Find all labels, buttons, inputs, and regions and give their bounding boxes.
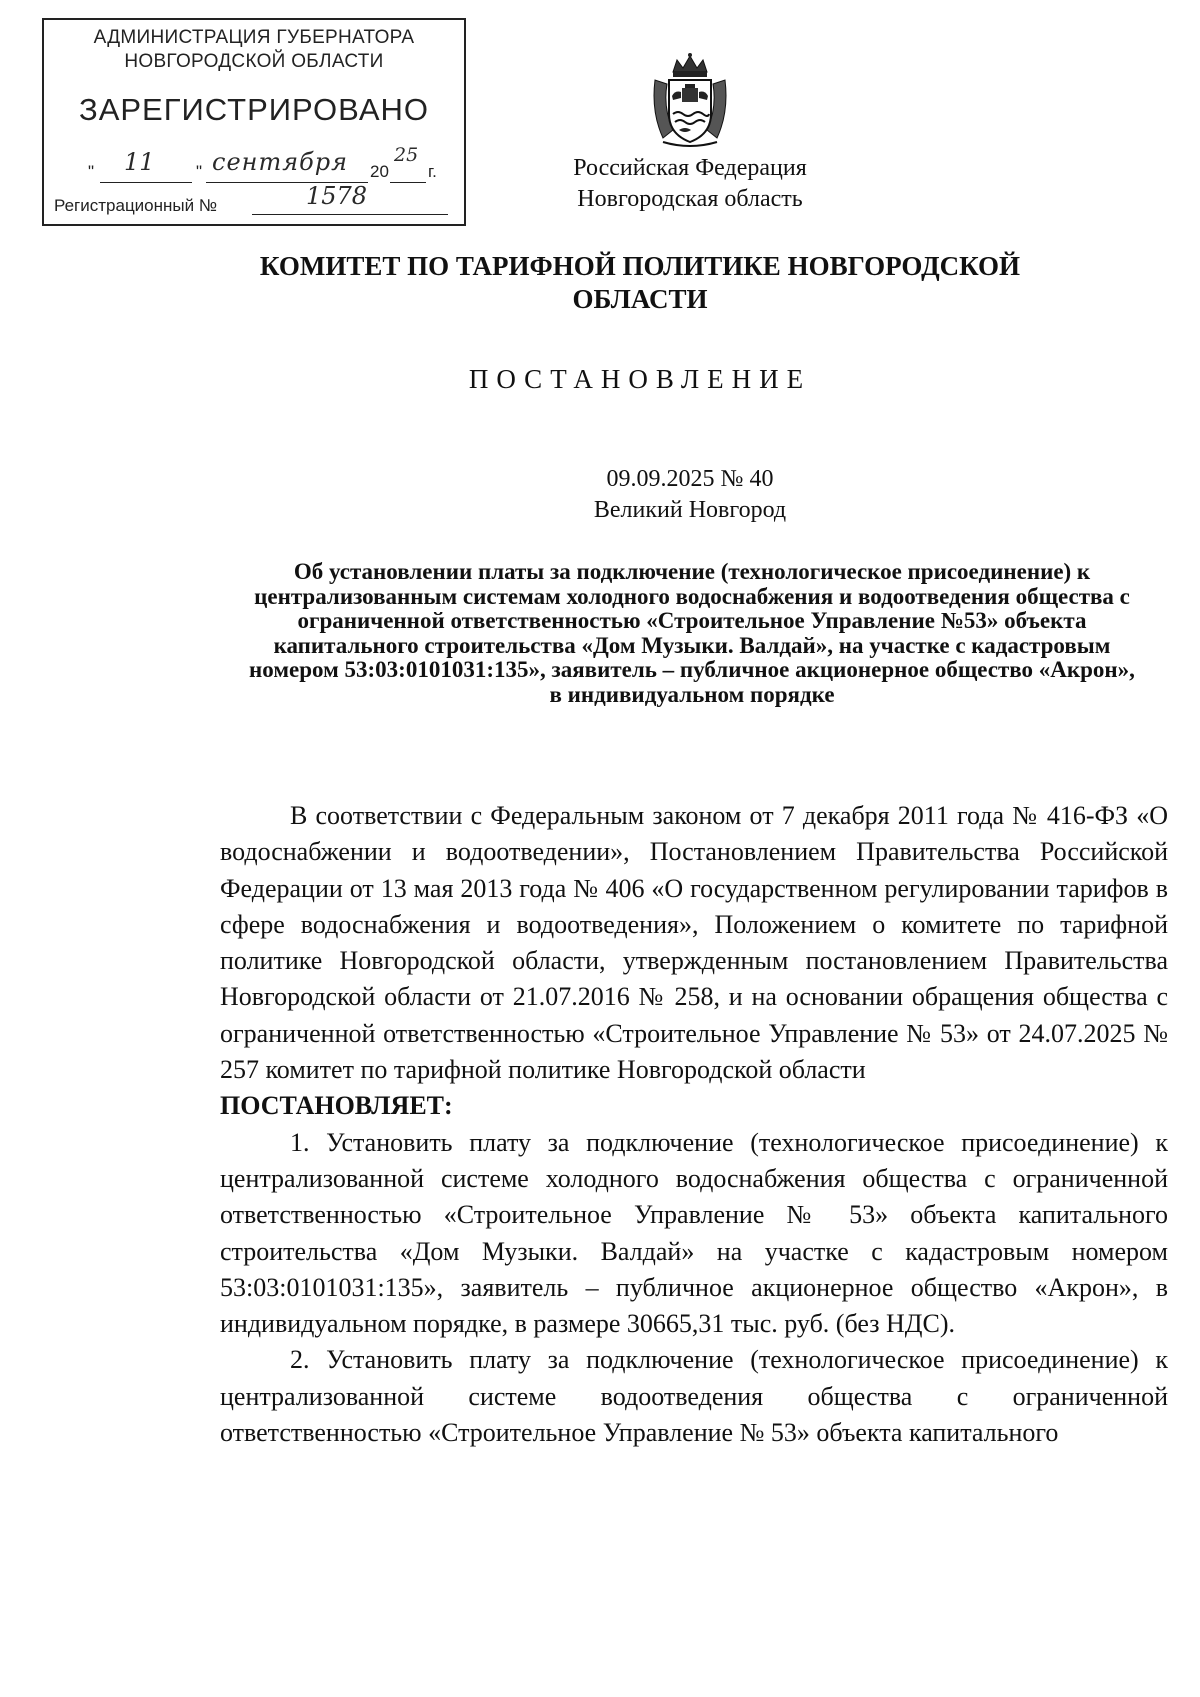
stamp-date-day: 11: [124, 148, 155, 176]
stamp-day-line: [100, 182, 192, 183]
stamp-year-suffix: 25: [394, 144, 419, 166]
preamble-paragraph: В соответствии с Федеральным законом от 7 декабря 2011 года № 416-ФЗ «О водоснабжении и водоотведении», Постановлением Правительства Российской Федерации от 13 мая 2013 года № 406 «О государственном регулировании тарифов в сфере водоснабжения и водоотведения», Положением о комитете по тарифной политике Новгородской области, утвержденным постановлением Правительства Новгородской области от 21.07.2016 № 258, и на основании обращения общества с ограниченной ответственностью «Строительное Управление № 53» от 24.07.2025 № 257 комитет по тарифной политике Новгородской области: [220, 801, 1168, 1085]
stamp-quote-close: ": [196, 162, 203, 181]
stamp-org-line2: НОВГОРОДСКОЙ ОБЛАСТИ: [124, 51, 384, 72]
stamp-regnum-label: Регистрационный №: [54, 196, 218, 215]
committee-title: КОМИТЕТ ПО ТАРИФНОЙ ПОЛИТИКЕ НОВГОРОДСКОЙ ОБЛАСТИ: [259, 251, 1021, 314]
region-label: Новгородская область: [577, 186, 803, 212]
decree-heading: ПОСТАНОВЛЯЕТ:: [220, 1091, 453, 1121]
stamp-regnum-line: [252, 214, 448, 215]
document-body: [220, 798, 1168, 1451]
stamp-registered-label: ЗАРЕГИСТРИРОВАНО: [78, 92, 429, 127]
stamp-year-line: [390, 182, 426, 183]
stamp-date-row: [88, 144, 458, 188]
coat-of-arms-icon: [649, 52, 731, 148]
stamp-year-prefix: 20: [370, 162, 389, 181]
item-1-paragraph: 1. Установить плату за подключение (технологическое присоединение) к централизованной системе холодного водоснабжения общества с ограниченной ответственностью «Строительное Управление № 53» объекта капитального строительства «Дом Музыки. Валдай» на участке с кадастровым номером 53:03:0101031:135», заявитель – публичное акционерное общество «Акрон», в индивидуальном порядке, в размере 30665,31 тыс. руб. (без НДС).: [220, 1127, 1168, 1339]
stamp-year-end: г.: [428, 162, 437, 181]
stamp-org-line1: АДМИНИСТРАЦИЯ ГУБЕРНАТОРА: [93, 27, 415, 48]
document-type: ПОСТАНОВЛЕНИЕ: [468, 364, 812, 394]
stamp-date-month: сентября: [212, 148, 349, 176]
document-subject: Об установлении платы за подключение (технологическое присоединение) к централизованным системам холодного водоснабжения и водоотведения общества с ограниченной ответственностью «Строительное Управление №53» объекта капитального строительства «Дом Музыки. Валдай», на участке с кадастровым номером 53:03:0101031:135», заявитель – публичное акционерное общество «Акрон», в индивидуальном порядке: [249, 559, 1135, 707]
stamp-regnum: 1578: [306, 182, 368, 210]
document-city: Великий Новгород: [593, 497, 787, 523]
stamp-quote-open: ": [88, 162, 95, 181]
document-date-number: 09.09.2025 № 40: [606, 466, 774, 492]
registration-stamp: [42, 18, 466, 226]
item-2-paragraph: 2. Установить плату за подключение (технологическое присоединение) к централизованной системе водоотведения общества с ограниченной ответственностью «Строительное Управление № 53» объекта капитального: [220, 1345, 1168, 1448]
federation-label: Российская Федерация: [573, 155, 807, 181]
